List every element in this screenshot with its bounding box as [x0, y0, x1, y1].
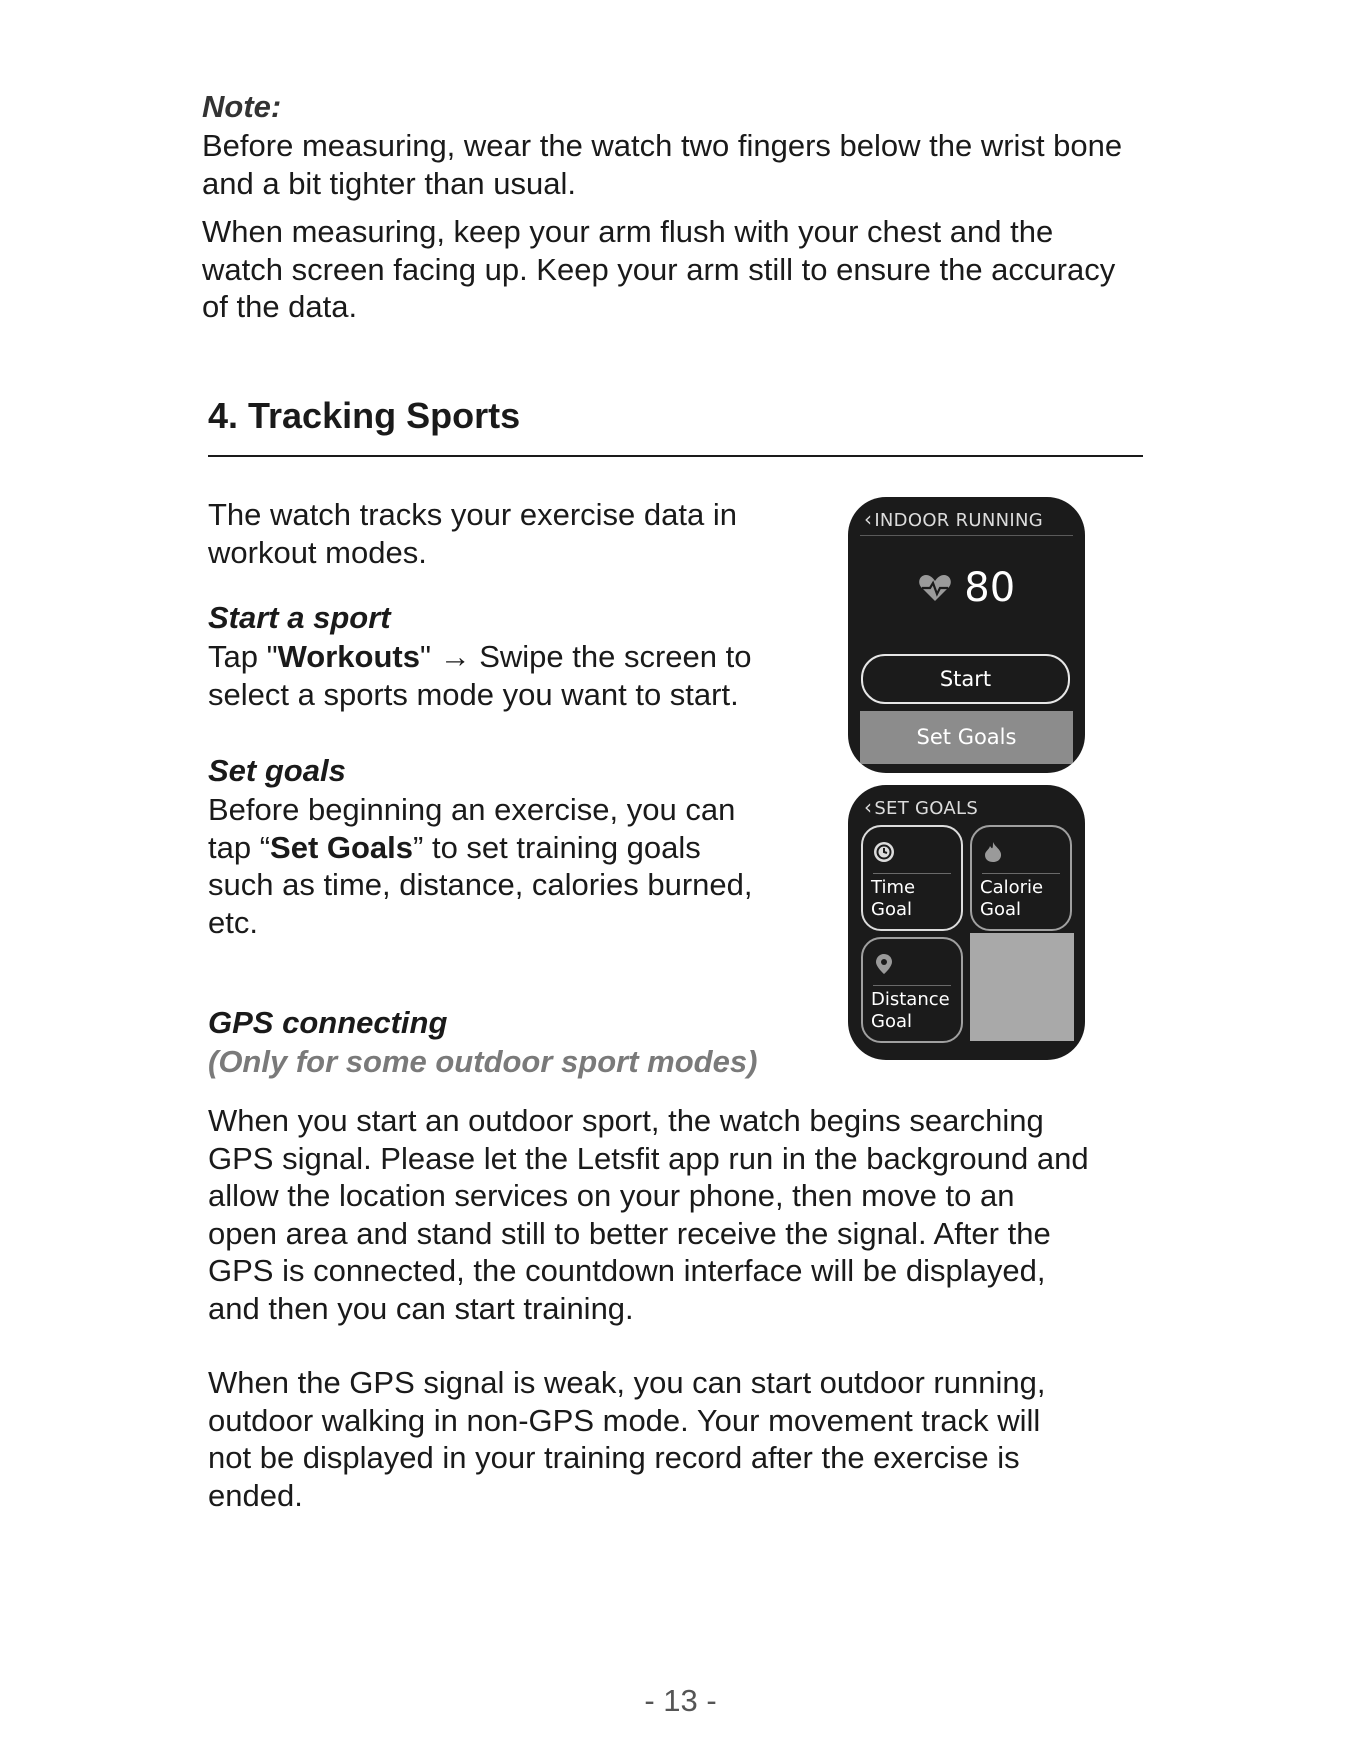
time-goal-tile[interactable] — [861, 825, 963, 931]
back-chevron-icon[interactable]: ‹ — [864, 795, 873, 819]
start-sport-heading: Start a sport — [208, 600, 391, 635]
section-divider — [208, 455, 1143, 457]
watch-title[interactable] — [864, 795, 978, 819]
watch-title[interactable] — [864, 507, 1043, 531]
text-line: ended. — [208, 1477, 303, 1513]
text-line: etc. — [208, 904, 258, 940]
tile-label-line: Goal — [871, 1011, 912, 1032]
clock-icon — [873, 841, 895, 863]
divider — [860, 535, 1073, 536]
text-line: open area and stand still to better receive the signal. After the — [208, 1215, 1051, 1251]
text-line: and then you can start training. — [208, 1290, 634, 1326]
text-fragment: ” to set training goals — [413, 829, 701, 865]
text-fragment: tap “ — [208, 829, 271, 865]
section-title: 4. Tracking Sports — [208, 395, 521, 436]
text-line: The watch tracks your exercise data in — [208, 497, 737, 532]
gps-heading: GPS connecting — [208, 1005, 448, 1040]
watch-screen-set-goals — [848, 785, 1085, 1060]
note-label: Note: — [202, 89, 282, 124]
start-sport-text — [208, 638, 808, 713]
start-button[interactable]: Start — [861, 654, 1070, 704]
gps-paragraph-1 — [208, 1102, 1208, 1327]
tile-label — [871, 989, 950, 1033]
tile-label — [871, 877, 915, 921]
tile-label — [980, 877, 1043, 921]
gps-subheading: (Only for some outdoor sport modes) — [208, 1044, 758, 1079]
text-line: workout modes. — [208, 534, 427, 570]
set-goals-button[interactable]: Set Goals — [860, 711, 1073, 764]
back-chevron-icon[interactable]: ‹ — [864, 507, 873, 531]
heart-rate-icon — [918, 573, 952, 603]
text-line: allow the location services on your phone, then move to an — [208, 1178, 1015, 1213]
divider — [982, 873, 1060, 874]
text-line: Before measuring, wear the watch two fingers below the wrist bone — [202, 128, 1123, 163]
set-goals-text — [208, 791, 808, 941]
heart-rate-readout — [848, 565, 1085, 611]
text-line — [208, 638, 808, 676]
tile-label-line: Goal — [980, 899, 1021, 920]
text-line: not be displayed in your training record after the exercise is — [208, 1440, 1020, 1475]
flame-icon — [982, 841, 1004, 863]
section-intro — [208, 496, 808, 571]
text-line: Before beginning an exercise, you can — [208, 792, 736, 827]
heart-rate-value: 80 — [964, 565, 1016, 611]
empty-tile-placeholder — [970, 933, 1074, 1041]
tile-label-line: Time — [871, 877, 916, 898]
text-line: When measuring, keep your arm flush with your chest and the — [202, 214, 1054, 249]
text-line: GPS signal. Please let the Letsfit app run in the background and — [208, 1140, 1089, 1176]
location-pin-icon — [873, 953, 895, 975]
workouts-term: Workouts — [277, 639, 420, 674]
watch-title-text: SET GOALS — [874, 798, 979, 819]
text-line: select a sports mode you want to start. — [208, 676, 739, 712]
text-line: such as time, distance, calories burned, — [208, 867, 753, 902]
text-line: When the GPS signal is weak, you can start outdoor running, — [208, 1365, 1046, 1400]
divider — [873, 873, 951, 874]
text-fragment: Tap " — [208, 639, 278, 674]
note-paragraph-posture — [202, 213, 1192, 326]
tile-label-line: Calorie — [980, 877, 1044, 898]
watch-screen-indoor-running — [848, 497, 1085, 773]
set-goals-term: Set Goals — [270, 829, 414, 865]
text-line: and a bit tighter than usual. — [202, 165, 576, 201]
tile-label-line: Distance — [871, 989, 950, 1010]
page-number: - 13 - — [644, 1683, 717, 1718]
text-line: watch screen facing up. Keep your arm still to ensure the accuracy — [202, 251, 1116, 287]
note-paragraph-fit — [202, 127, 1192, 202]
calorie-goal-tile[interactable] — [970, 825, 1072, 931]
text-line: When you start an outdoor sport, the watch begins searching — [208, 1103, 1044, 1138]
text-line: GPS is connected, the countdown interface will be displayed, — [208, 1253, 1046, 1288]
text-line: outdoor walking in non-GPS mode. Your movement track will — [208, 1402, 1041, 1438]
text-line: of the data. — [202, 289, 358, 324]
text-line — [208, 829, 808, 867]
gps-paragraph-2 — [208, 1364, 1208, 1514]
text-fragment: " → Swipe the screen to — [420, 639, 752, 674]
set-goals-heading: Set goals — [208, 753, 346, 788]
distance-goal-tile[interactable] — [861, 937, 963, 1043]
tile-label-line: Goal — [871, 899, 912, 920]
watch-title-text: INDOOR RUNNING — [874, 510, 1044, 531]
divider — [873, 985, 951, 986]
